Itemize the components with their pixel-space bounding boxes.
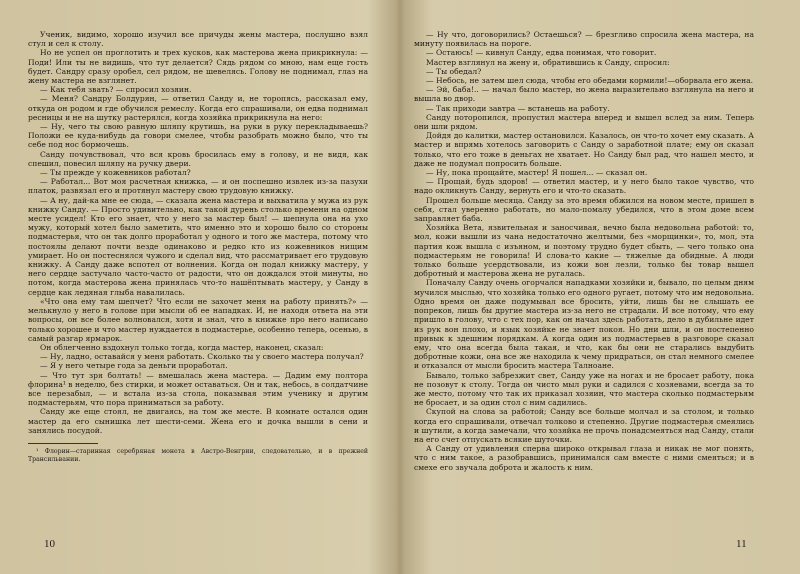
paragraph: — Небось, не затем шел сюда, чтобы его обедами кормили!—оборвала его жена. bbox=[426, 76, 754, 86]
right-page-text bbox=[414, 30, 754, 472]
page-number-right: 11 bbox=[736, 538, 747, 550]
paragraph: — Что тут зря болтать! — вмешалась жена мастера. — Дадим ему полтора флорина¹ в неделю, без стирки, и может оставаться. Он и так, небось, в солдатчине все перезабыл, — и встала из-за стола, показывая этим ученику и другим подмастерьям, что пора приниматься за работу. bbox=[28, 370, 368, 408]
paragraph: — Эй, баба!.. — начал было мастер, но жена выразительно взглянула на него и вышла во двор. bbox=[414, 85, 754, 104]
paragraph: Он облегченно вздохнул только тогда, когда мастер, наконец, сказал: bbox=[40, 342, 324, 352]
paragraph: — Так приходи завтра — встанешь на работу. bbox=[426, 103, 610, 113]
footnote: ¹ Флорин—старинная серебряная монета в Австро-Венгрии, следовательно, и в прежней Трансильвании. bbox=[28, 447, 368, 463]
paragraph: — Работал... Вот моя расчетная книжка, — и он поспешно извлек из-за пазухи платок, развязал его и протянул мастеру свою трудовую книжку. bbox=[28, 177, 368, 196]
paragraph: — Ну, пока прощайте, мастер! Я пошел... — сказал он. bbox=[426, 168, 648, 178]
right-page bbox=[414, 30, 754, 550]
paragraph: Санду же еще стоял, не двигаясь, на том же месте. В комнате остался один мастер да его сынишка лет шести-семи. Жена его и дочка вышли в сени и занялись посудой. bbox=[28, 407, 368, 435]
paragraph: Санду поторопился, пропустил мастера вперед и вышел вслед за ним. Теперь они шли рядом. bbox=[414, 112, 754, 132]
paragraph: — Ты обедал? bbox=[426, 66, 482, 76]
footnote-rule bbox=[28, 443, 98, 444]
paragraph: — Ну, ладно, оставайся у меня работать. Сколько ты у своего мастера получал? bbox=[40, 352, 364, 362]
left-page-text bbox=[28, 30, 368, 435]
paragraph: — Ну, чего ты свою равную шляпу крутишь, на руки в руку перекладываешь? Положи ее куда-нибудь да говори смелее, чтобы разобрать можно было, что ты себе под нос бормочешь. bbox=[28, 122, 368, 150]
paragraph: Бывало, только забрезжит свет, Санду уже на ногах и не бросает работу, пока не позовут к столу. Тогда он чисто мыл руки и садился с хозяевами, всегда за то же место, потому что так их приказал хозяин, что мастера сколько подмастерьям не бросает, и за один стол с ним садились. bbox=[414, 370, 754, 408]
paragraph: — Меня? Сандру Болдурян, — ответил Санду и, не торопясь, рассказал ему, откуда он родом и где обучился ремеслу. Когда его спрашивали, он едва поднимал ресницы и не на шутку растерялся, когда хозяйка прикрикнула на него: bbox=[28, 94, 368, 122]
paragraph: Мастер взглянул на жену и, обратившись к Санду, спросил: bbox=[426, 57, 670, 67]
paragraph: А Санду от удивления сперва широко открывал глаза и никак не мог понять, что с ним такое, а разобравшись, принимался сам вместе с ними смеяться; и в смехе его звучала доброта и жалость к ним. bbox=[414, 444, 754, 472]
paragraph: Санду почувствовал, что вся кровь бросилась ему в голову, и не видя, как спешил, повесил шляпу на ручку двери. bbox=[28, 149, 368, 168]
paragraph: Дойдя до калитки, мастер остановился. Казалось, он что-то хочет ему сказать. А мастер и впрямь хотелось заговорить с Санду о заработной плате; ему он сказал только, что его тоже в деньгах не хватает. Но Санду был рад, что нашел место, и даже не подумал попросить больше. bbox=[414, 131, 754, 168]
paragraph: — Ну что, договорились? Остаешься? — брезгливо спросила жена мастера, на минуту появилась на пороге. bbox=[414, 30, 754, 49]
paragraph: — Остаюсь! — кивнул Санду, едва понимая, что говорит. bbox=[426, 48, 657, 58]
paragraph: Но не успел он проглотить и трех кусков, как мастерова жена прикрикнула: — Поди! Или ты не видишь, что тут делается? Сядь рядом со мною, нам еще гость будет. Сандру сразу оробел, сел рядом, не шевелясь. Голову не поднимал, глаз на жену мастера не взглянет. bbox=[28, 48, 368, 86]
paragraph: Скупой на слова за работой; Санду все больше молчал и за столом, и только когда его спрашивали, отвечал толково и степенно. Другие подмастерья смеялись и шутили, а когда замечали, что хозяйка не прочь понадсмеяться над Санду, стали на его счет отпускать всякие шуточки. bbox=[414, 407, 754, 444]
paragraph: — Ты прежде у кожевников работал? bbox=[40, 168, 191, 178]
left-page bbox=[28, 30, 368, 550]
paragraph: — Я у него четыре года за деньги проработал. bbox=[40, 361, 228, 371]
paragraph: — А ну, дай-ка мне ее сюда, — сказала жена мастера и выхватила у мужа из рук книжку Санду. — Просто удивительно, как такой дурень столько времени на одном месте усидел! Кто его знает, что у него за мастер был! — шепнула она на ухо мужу, который хотел было заметить, что именно это и хорошо было со стороны подмастерья, что он так долго проработал у одного и того же мастера, потому что постоялы делают почти везде одинаково и редко кто из кожевников нищим умирает. Но он постеснялся чужого и сделал вид, что рассматривает его трудовую книжку. А Санду даже вспотел от волнения. Когда он подал книжку мастеру, у него сердце застучало часто-часто от радости, что он дождался этой минуты, но потом, когда мастерова жена принялась что-то нашёптывать мастеру, у Санду в сердце как ледяная глыба навалилась. bbox=[28, 195, 368, 297]
paragraph: «Что она ему там шепчет? Что если не захочет меня на работу принять?» — мелькнуло у него в голове при мысли об ее нападках. И, не находя ответа на эти вопросы, он все более волновался, хотя и знал, что в книжке про него написано только хорошее и что мастер нуждается в подмастерье, особенно теперь, осенью, в самый разгар ярмарок. bbox=[28, 296, 368, 343]
paragraph: Поначалу Санду очень огорчался нападками хозяйки и, бывало, по целым дням мучился мыслью, что хозяйка только его одного ругает, потому что им недовольна. Одно время он даже подумывал все бросить, уйти, лишь бы не слышать ее попреков, лишь бы другие мастера из-за него не страдали. И все потому, что ему пришло в голову, что с тех пор, как он начал здесь работать, дело в дубильне идет из рук вон плохо, и язык хозяйке не знает покоя. Но дни шли, и он постепенно привык к здешним порядкам. А когда один из подмастерьев в разговоре сказал ему, что она всегда была такая, и что, как бы они не старались выдубить добротные кожи, она все же находила к чему придраться, он стал немного смелее и отказался от мысли бросить мастера Талноане. bbox=[414, 278, 754, 371]
page-number-left: 10 bbox=[44, 538, 55, 550]
paragraph: Ученик, видимо, хорошо изучил все причуды жены мастера, послушно взял стул и сел к столу. bbox=[28, 30, 368, 49]
paragraph: — Как тебя звать? — спросил хозяин. bbox=[40, 85, 192, 95]
paragraph: Прошел больше месяца. Санду за это время обжился на новом месте, пришел в себя, стал уверенно работать, но мало-помалу убедился, что в этом доме всем заправляет баба. bbox=[414, 195, 754, 224]
paragraph: — Прощай, будь здоров! — ответил мастер, и у него было такое чувство, что надо окликнуть Санду, вернуть его и что-то сказать. bbox=[414, 177, 754, 196]
paragraph: Хозяйка Вета, язвительная и заносчивая, вечно была недовольна работой: то, мол, кожи вышли из чана недостаточно желтыми, без «морщинки», то, мол, эта партия кож вышла с изъяном, и поэтому трудно будет сбыть, — чего только она подмастерьям не говорила! И слова-то какие — тяжелые да обидные. А люди только больше усердствовали, из кожи вон лезли, только бы товар вышел добротный и мастерова жена не ругалась. bbox=[414, 223, 754, 279]
